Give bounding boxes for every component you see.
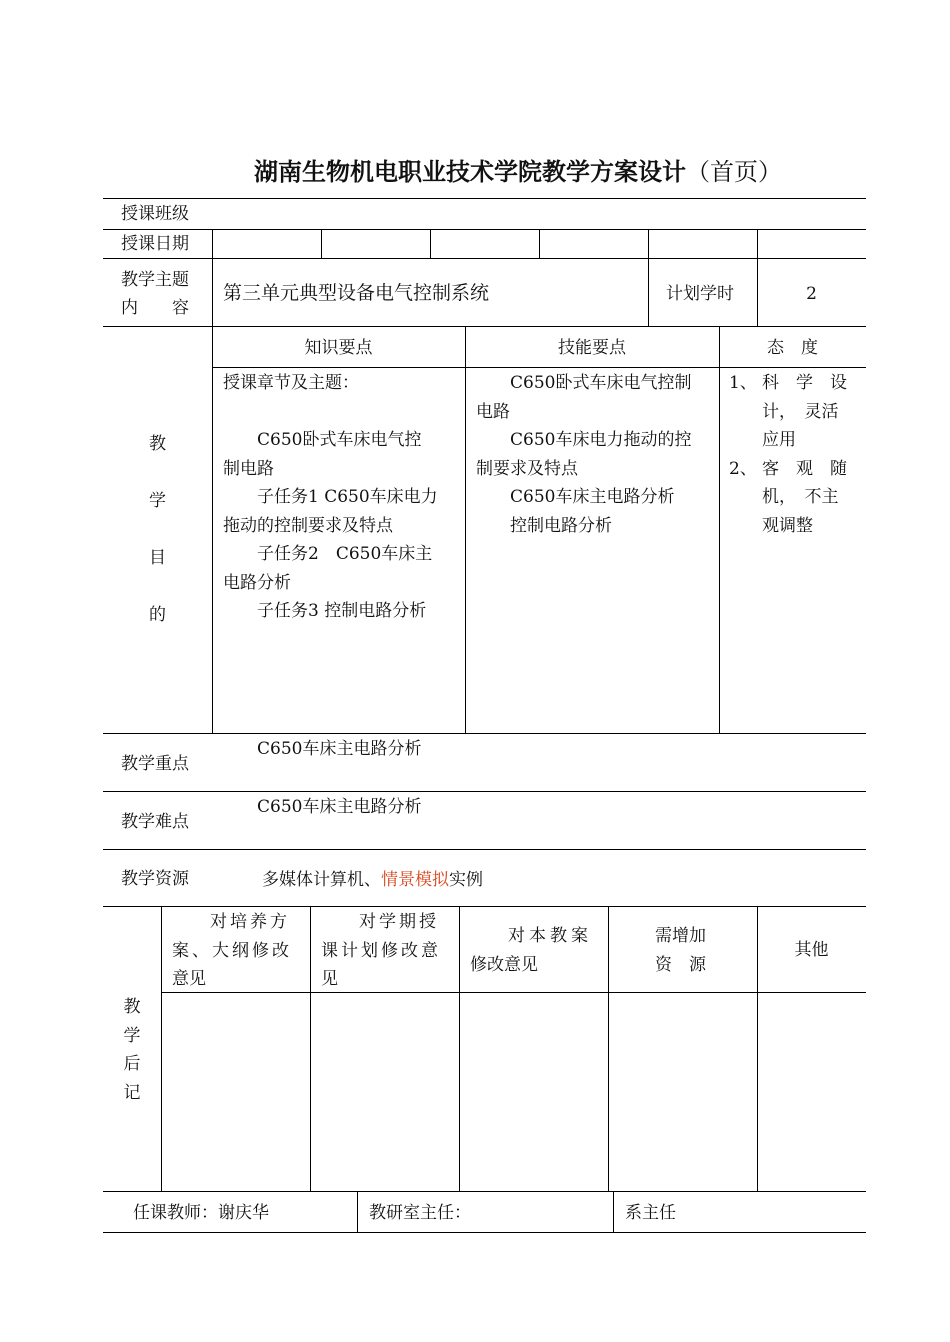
rule (212, 367, 866, 368)
side-char: 学 (149, 491, 166, 511)
date-label: 授课日期 (121, 234, 189, 254)
col-header-line: 课计划修改意 (321, 940, 441, 961)
rule (719, 326, 720, 733)
title-sub: （首页） (686, 158, 782, 186)
skill-line: 电路 (476, 401, 510, 422)
col-header-line: 修改意见 (470, 954, 538, 975)
postscript-col-header (321, 908, 451, 994)
resources-highlight: 情景模拟 (381, 870, 449, 890)
attitude-line: 机， 不主 (762, 487, 839, 507)
difficulty-label: 教学难点 (121, 812, 189, 832)
skill-line: C650车床电力拖动的控 (476, 430, 692, 450)
rule (161, 906, 162, 1191)
side-char: 后 (123, 1054, 141, 1074)
rule (103, 326, 866, 327)
attitude-line: 科 学 设 (762, 373, 847, 393)
rule (459, 906, 460, 1191)
rule (103, 1232, 866, 1233)
attitude-line: 计， 灵活 (762, 401, 839, 422)
side-char: 目 (149, 548, 166, 568)
rule (321, 229, 322, 258)
rule (103, 906, 866, 907)
attitude-line: 应用 (762, 430, 796, 450)
skill-line: C650车床主电路分析 (476, 487, 675, 507)
postscript-col-header (172, 908, 302, 994)
col-header-line: 案、大纲修改 (172, 940, 292, 961)
attitude-line: 客 观 随 (762, 458, 847, 479)
side-char: 学 (123, 1025, 141, 1046)
rule (103, 198, 866, 199)
col-header-line: 需增加 (655, 926, 706, 946)
resources-prefix: 多媒体计算机、 (262, 870, 381, 890)
rule (465, 326, 466, 733)
col-header-line: 见 (321, 969, 338, 989)
knowledge-header: 知识要点 (304, 338, 373, 358)
resources-value (262, 866, 483, 895)
footer-director: 教研室主任： (369, 1203, 471, 1223)
rule (103, 1191, 866, 1192)
rule (103, 258, 866, 259)
postscript-col-header (655, 922, 745, 979)
rule (103, 733, 866, 734)
side-char: 教 (123, 997, 141, 1017)
side-char: 记 (123, 1082, 141, 1103)
skill-header: 技能要点 (558, 338, 626, 358)
skill-line: C650卧式车床电气控制 (476, 373, 692, 393)
knowledge-line: C650卧式车床电气控 (223, 430, 422, 450)
rule (103, 229, 866, 230)
attitude-line: 观调整 (762, 515, 813, 536)
postscript-col-header (470, 922, 600, 979)
knowledge-line: 拖动的控制要求及特点 (223, 515, 393, 536)
rule (613, 1191, 614, 1232)
resources-suffix: 实例 (449, 870, 483, 890)
knowledge-line: 子任务3 控制电路分析 (223, 601, 427, 621)
rule (103, 791, 866, 792)
col-header-line: 对本教案 (508, 926, 592, 946)
rule (608, 906, 609, 1191)
title-main: 湖南生物机电职业技术学院教学方案设计 (254, 157, 686, 186)
knowledge-line: 制电路 (223, 458, 274, 479)
hours-label: 计划学时 (666, 284, 734, 304)
knowledge-line (223, 398, 459, 427)
rule (648, 229, 649, 326)
key-point-value: C650车床主电路分析 (257, 739, 422, 759)
col-header-line: 意见 (172, 969, 206, 989)
side-char: 的 (149, 605, 166, 625)
topic-label-line1: 教学主题 (121, 270, 189, 290)
knowledge-line: 电路分析 (223, 572, 291, 593)
skill-content (476, 369, 714, 540)
attitude-header: 态 度 (767, 338, 818, 358)
difficulty-value: C650车床主电路分析 (257, 797, 422, 817)
key-point-label: 教学重点 (121, 754, 189, 774)
resources-label: 教学资源 (121, 869, 189, 889)
rule (539, 229, 540, 258)
skill-line: 控制电路分析 (476, 515, 612, 536)
attitude-num: 1、 (729, 373, 757, 393)
knowledge-line: 授课章节及主题： (223, 373, 359, 393)
rule (357, 1191, 358, 1232)
footer-teacher: 任课教师：谢庆华 (133, 1203, 269, 1223)
class-label: 授课班级 (121, 204, 189, 224)
rule (310, 906, 311, 1191)
col-header-line: 资 源 (655, 954, 706, 975)
topic-label-line2: 内 容 (121, 298, 189, 318)
col-header-line: 对学期授 (359, 912, 439, 932)
side-char: 教 (149, 434, 166, 454)
rule (212, 229, 213, 733)
postscript-col-header: 其他 (794, 940, 829, 960)
col-header-line: 对培养方 (210, 912, 290, 932)
page-title (254, 154, 782, 190)
rule (430, 229, 431, 258)
attitude-num: 2、 (729, 458, 757, 479)
knowledge-content (223, 369, 459, 626)
topic-value: 第三单元典型设备电气控制系统 (223, 282, 490, 304)
hours-value: 2 (806, 284, 817, 304)
knowledge-line: 子任务2 C650车床主 (223, 544, 433, 564)
skill-line: 制要求及特点 (476, 458, 578, 479)
rule (757, 229, 758, 326)
rule (103, 849, 866, 850)
footer-dean: 系主任 (625, 1203, 676, 1223)
knowledge-line: 子任务1 C650车床电力 (223, 487, 438, 507)
